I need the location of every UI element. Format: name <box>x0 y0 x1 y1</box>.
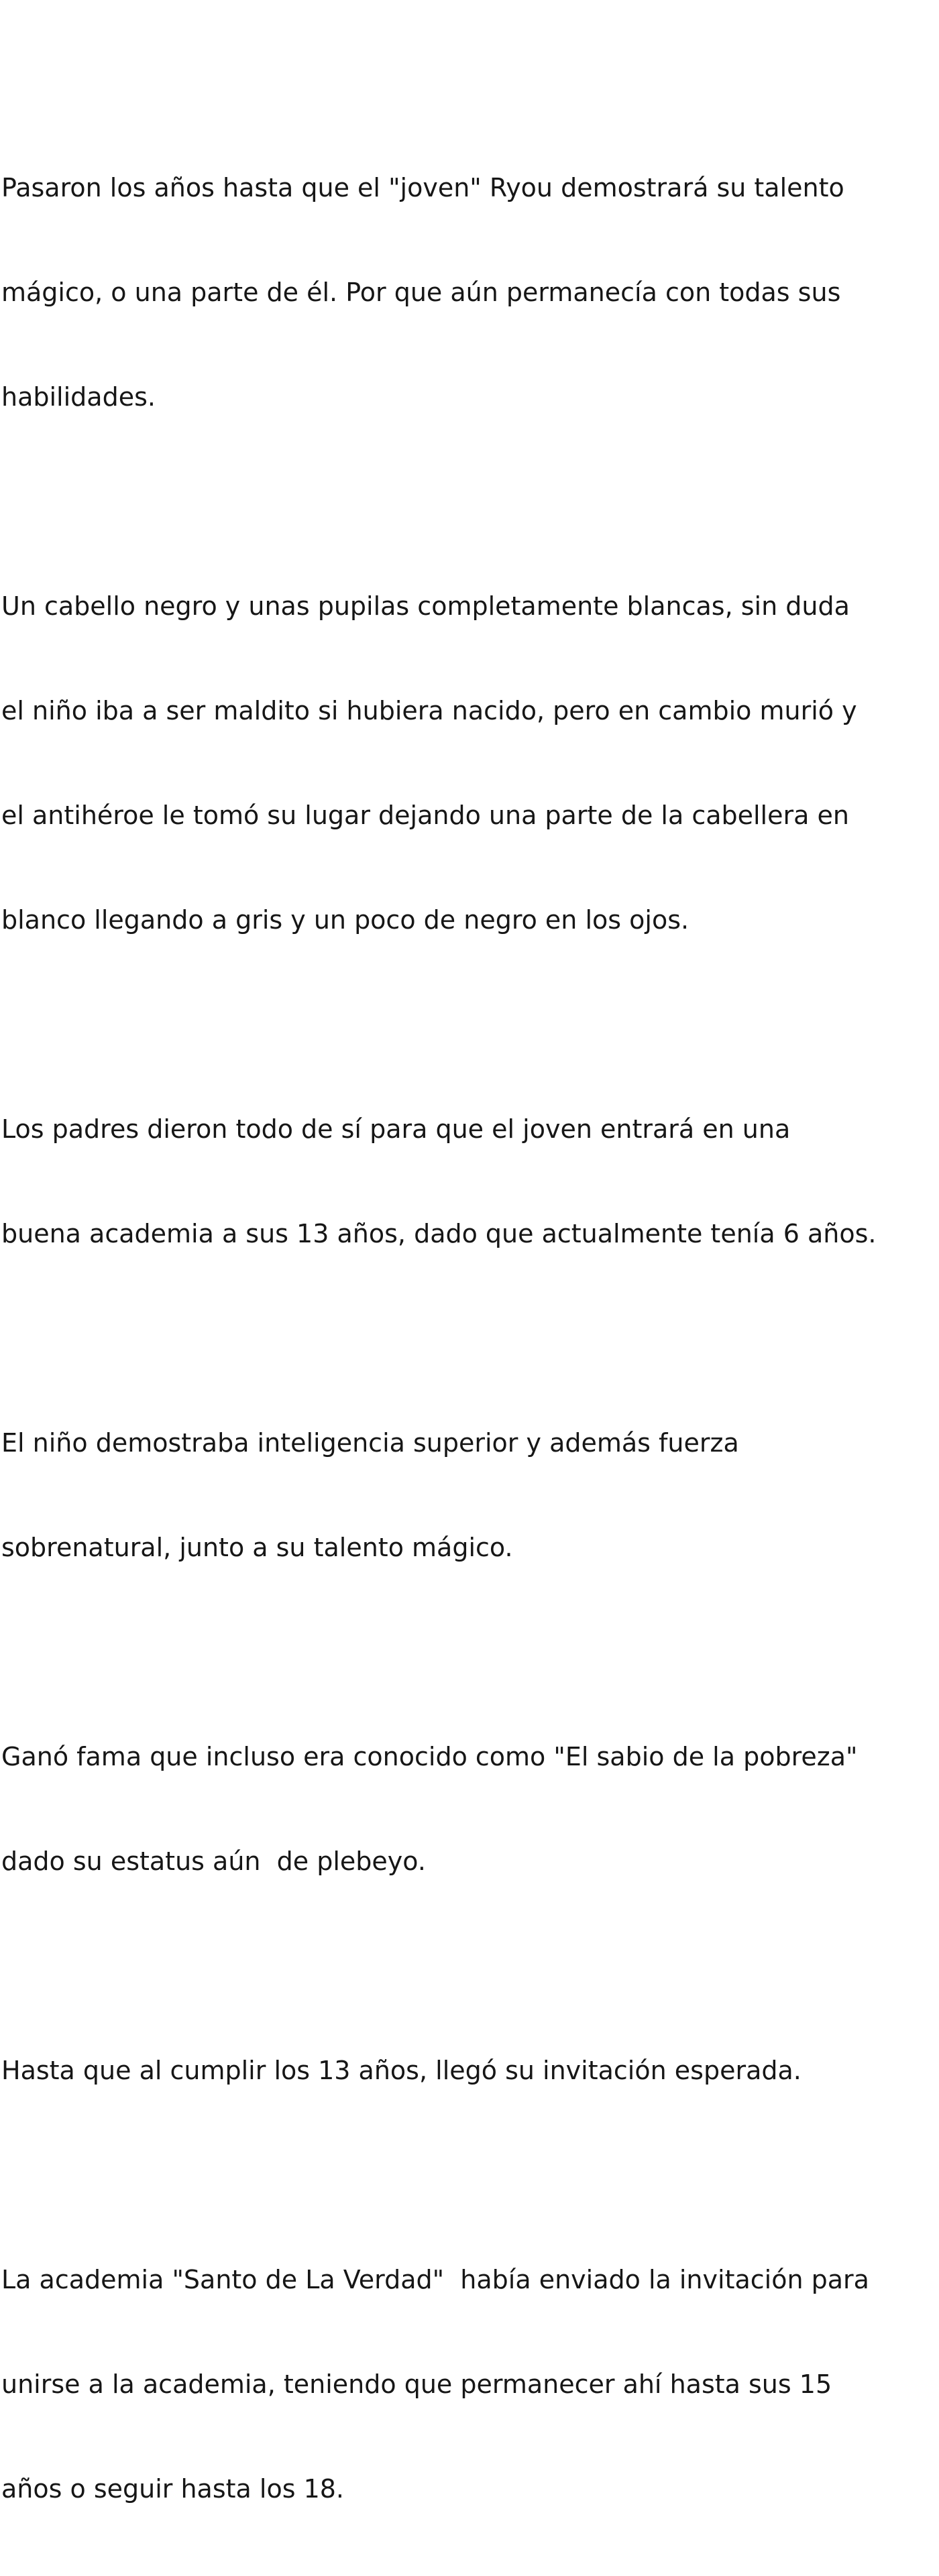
text-line: Los padres dieron todo de sí para que el joven entrará en una <box>1 1114 791 1144</box>
text-line: habilidades. <box>1 382 156 412</box>
text-line: Pasaron los años hasta que el "joven" Ryou demostrará su talento <box>1 173 844 202</box>
text-line: años o seguir hasta los 18. <box>1 2474 345 2504</box>
text-line: blanco llegando a gris y un poco de negro en los ojos. <box>1 905 689 935</box>
text-line: sobrenatural, junto a su talento mágico. <box>1 1533 513 1562</box>
paragraph-2 <box>1 519 939 1007</box>
text-line: el antihéroe le tomó su lugar dejando una parte de la cabellera en <box>1 801 849 830</box>
paragraph-6 <box>1 1983 939 2158</box>
text-line: Un cabello negro y unas pupilas completamente blancas, sin duda <box>1 591 850 621</box>
text-line: Ganó fama que incluso era conocido como "El sabio de la pobreza" <box>1 1742 858 1771</box>
paragraph-1 <box>1 101 939 484</box>
text-line: unirse a la academia, teniendo que permanecer ahí hasta sus 15 <box>1 2369 832 2399</box>
paragraph-5 <box>1 1670 939 1948</box>
document-page <box>0 101 939 2576</box>
text-line: el niño iba a ser maldito si hubiera nacido, pero en cambio murió y <box>1 696 857 725</box>
text-line: La academia "Santo de La Verdad" había enviado la invitación para <box>1 2265 869 2294</box>
text-line: buena academia a sus 13 años, dado que actualmente tenía 6 años. <box>1 1219 877 1248</box>
text-line: mágico, o una parte de él. Por que aún permanecía con todas sus <box>1 278 841 307</box>
paragraph-4 <box>1 1356 939 1635</box>
paragraph-3 <box>1 1042 939 1321</box>
paragraph-7 <box>1 2192 939 2576</box>
text-line: Hasta que al cumplir los 13 años, llegó su invitación esperada. <box>1 2056 802 2085</box>
text-line: dado su estatus aún de plebeyo. <box>1 1847 426 1876</box>
text-line: El niño demostraba inteligencia superior y además fuerza <box>1 1428 739 1458</box>
